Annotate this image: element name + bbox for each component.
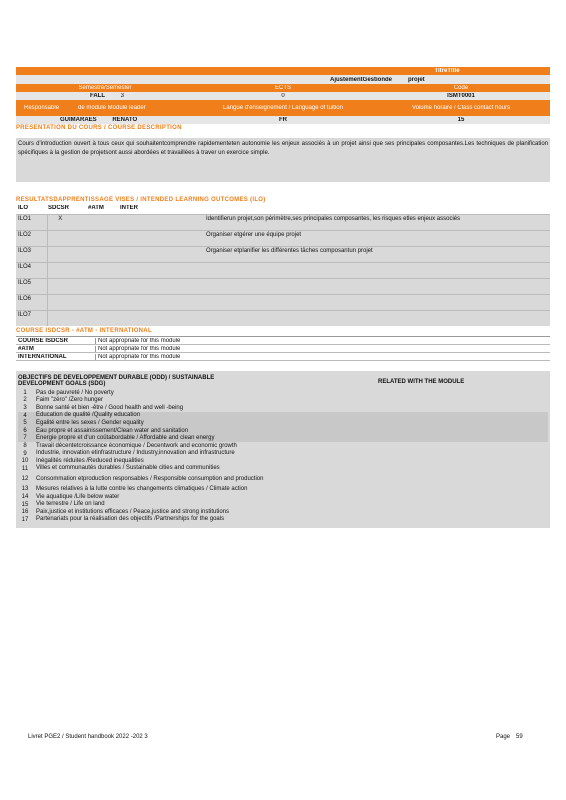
ilo-atm [94,311,125,327]
odd-row [18,516,548,524]
odd-text: Vie aquatique /Life below water [36,493,120,500]
responsible-value [16,117,194,123]
page-footer [28,734,528,740]
ilo-atm [94,279,125,295]
ilo-row [16,231,550,247]
ilo-text: Organiser etgérer une équipe projet [154,231,550,247]
ilo-id: ILO1 [16,215,48,231]
odd-number: 9 [23,450,27,457]
responsible-lastname: GUIMARAES [60,117,97,123]
ilo-id: ILO7 [16,311,48,327]
ilo-row [16,295,550,311]
ilo-title: RESULTATSDAPPRENTISSAGE VISES / INTENDED LEARNING OUTCOMES (ILO) [16,197,266,203]
odd-row [18,412,548,420]
odd-row [18,501,548,509]
odd-text: Faim "zéro" /Zero hunger [36,397,103,404]
ilo-text [154,311,550,327]
ects-label: ECTS [274,85,291,91]
odd-row [18,442,548,450]
ilo-sdcsr: X [48,215,95,231]
semester-label-row [16,84,550,92]
track-row [16,337,550,345]
odd-number: 10 [21,458,29,465]
volume-label: Volume horaire / Class contact hours [411,105,511,111]
odd-number: 5 [23,420,27,427]
ilo-text: Identifierun projet,son périmètre,ses principales composantes, les risques etles enjeux associés [154,215,550,231]
presentation-title: PRESENTATION DU COURS / COURSE DESCRIPTION [16,125,182,131]
semester-season: FALL [90,93,105,99]
ilo-sdcsr [48,231,95,247]
track-value: Not appropriate for this module [98,345,181,352]
ilo-id: ILO6 [16,295,48,311]
odd-row [18,419,548,427]
ilo-header-sdcsr: SDCSR [48,205,70,211]
odd-row [18,473,548,486]
odd-title-line1: OBJECTIFS DE DEVELOPPEMENT DURABLE (ODD) / SUSTAINABLE [18,375,215,381]
ilo-inter [125,279,154,295]
ilo-inter [125,231,154,247]
odd-text: Pas de pauvreté / No poverty [36,389,114,396]
ilo-text: Organiser etplanifier les différentes tâches composantun projet [154,247,550,263]
track-row [16,345,550,353]
odd-section [16,371,550,528]
ilo-row [16,215,550,231]
ilo-atm [94,215,125,231]
odd-number: 8 [23,442,27,449]
track-label: INTERNATIONAL [16,354,96,360]
footer-page-number: 59 [516,734,523,740]
ilo-inter [125,215,154,231]
odd-row [18,493,548,501]
ilo-inter [125,263,154,279]
odd-text: Vie terrestre / Life on land [36,501,105,508]
odd-text: Villes et communautés durables / Sustainable cities and communities [36,465,220,472]
ilo-table [16,214,550,326]
odd-row [18,435,548,443]
footer-page-label: Page [496,734,511,740]
ilo-sdcsr [48,311,95,327]
odd-number: 11 [21,465,29,472]
ilo-text [154,263,550,279]
volume-value: 15 [457,117,465,123]
responsible-label: Responsable [24,105,60,111]
odd-row [18,404,548,412]
module-leader-label: de module Module leader [78,105,146,111]
presentation-text: Cours d'introduction ouvert à tous ceux qui souhaitentcomprendre rapidementeten autonomie les enjeux associés à un projet ainsi que ses principales composantes.Les techniques de planification spécifiques à la gestion de projetsont aussi abordées et travaillées à traver un exercice simple. [16,138,550,182]
odd-number: 4 [23,412,27,419]
ilo-text [154,295,550,311]
ilo-sdcsr [48,295,95,311]
course-sheet [16,67,550,528]
semester-number: 3 [120,93,125,99]
ilo-atm [94,263,125,279]
odd-text: Egalité entre les sexes / Gender equality [36,419,144,426]
title-value-row [16,75,550,84]
ilo-row [16,311,550,327]
odd-number: 6 [23,427,27,434]
ilo-id: ILO2 [16,231,48,247]
odd-number: 2 [23,397,27,404]
odd-row [18,427,548,435]
odd-text: Paix,justice et institutions efficaces / Peace,justice and strong institutions [36,508,229,515]
odd-row [18,457,548,465]
ilo-header-row [16,204,550,212]
odd-row [18,397,548,405]
ilo-id: ILO3 [16,247,48,263]
odd-row [18,389,548,397]
responsible-label-row [16,100,550,116]
odd-title-line2: DEVELOPMENT GOALS (SDG) [18,381,106,387]
ilo-atm [94,231,125,247]
code-value: ISMT0001 [447,93,475,99]
ilo-header-inter: INTER [120,205,138,211]
ilo-id: ILO5 [16,279,48,295]
odd-number: 12 [21,476,29,483]
odd-text: Mesures relatives à la lutte contre les changements climatiques / Climate action [36,486,248,493]
track-value: Not appropriate for this module [98,337,181,344]
ilo-atm [94,247,125,263]
ilo-row [16,279,550,295]
odd-number: 16 [21,509,29,516]
language-label: Langue d'enseignement / Language of tuition [223,104,343,111]
track-label: COURSE ISDCSR [16,338,96,344]
footer-handbook: Livret PGE2 / Student handbook 2022 -202 3 [28,734,148,740]
ects-value: 0 [281,93,285,99]
ilo-sdcsr [48,263,95,279]
odd-number: 3 [23,404,27,411]
responsible-firstname: RENATO [112,117,138,123]
ilo-header-atm: #ATM [88,205,104,211]
odd-number: 7 [23,435,27,442]
odd-related-label: RELATED WITH THE MODULE [378,379,465,385]
title-label: TitreTitle [434,68,460,74]
ilo-atm [94,295,125,311]
odd-number: 14 [21,493,29,500]
ilo-header-ilo: ILO [18,205,28,211]
ilo-table-body [16,215,550,327]
ilo-inter [125,295,154,311]
odd-title-row [18,375,548,387]
odd-list [18,389,548,524]
ilo-sdcsr [48,279,95,295]
tracks-title: COURSE ISDCSR - #ATM - INTERNATIONAL [16,328,152,334]
semester-label: Semestre/Semester [78,85,132,91]
track-row [16,353,550,361]
odd-text: Education de qualité /Quality education [36,412,141,419]
ilo-inter [125,311,154,327]
odd-row [18,465,548,473]
ilo-text [154,279,550,295]
tracks-table [16,336,550,361]
odd-row [18,450,548,458]
ilo-id: ILO4 [16,263,48,279]
odd-text: Energie propre et d'un coûtabordable / Affordable and clean energy [36,435,215,442]
odd-number: 13 [21,486,29,493]
ilo-sdcsr [48,247,95,263]
odd-text: Travail décentetcroissance économique / Decentwork and economic growth [36,442,237,449]
semester-value-row [16,92,550,100]
odd-text: Eau propre et assainissement/Clean water and sanitation [36,427,189,434]
title-value: AjustementGestionde [329,76,392,83]
title-label-row [16,67,550,75]
odd-number: 1 [23,389,27,396]
odd-row [18,486,548,494]
odd-text: Industrie, innovation etinfrastructure / Industry,innovation and infrastructure [36,450,235,457]
odd-number: 17 [21,516,29,523]
odd-number: 15 [21,501,29,508]
ilo-row [16,247,550,263]
odd-text: Bonne santé et bien -être / Good health and well -being [36,404,184,411]
track-value: Not appropriate for this module [98,353,181,360]
ilo-row [16,263,550,279]
odd-title [18,375,378,387]
code-label: Code [453,85,469,91]
title-value-2: projet [408,76,425,83]
language-value: FR [279,117,287,123]
odd-row [18,508,548,516]
odd-text: Inégalités réduites /Reduced inequalities [36,457,144,464]
semester-value [16,93,194,99]
odd-text: Partenariats pour la réalisation des objectifs /Partnerships for the goals [36,516,225,523]
track-label: #ATM [16,346,96,352]
odd-text: Consommation etproduction responsables / Responsible consumption and production [36,475,264,482]
ilo-inter [125,247,154,263]
responsible-value-row [16,116,550,124]
